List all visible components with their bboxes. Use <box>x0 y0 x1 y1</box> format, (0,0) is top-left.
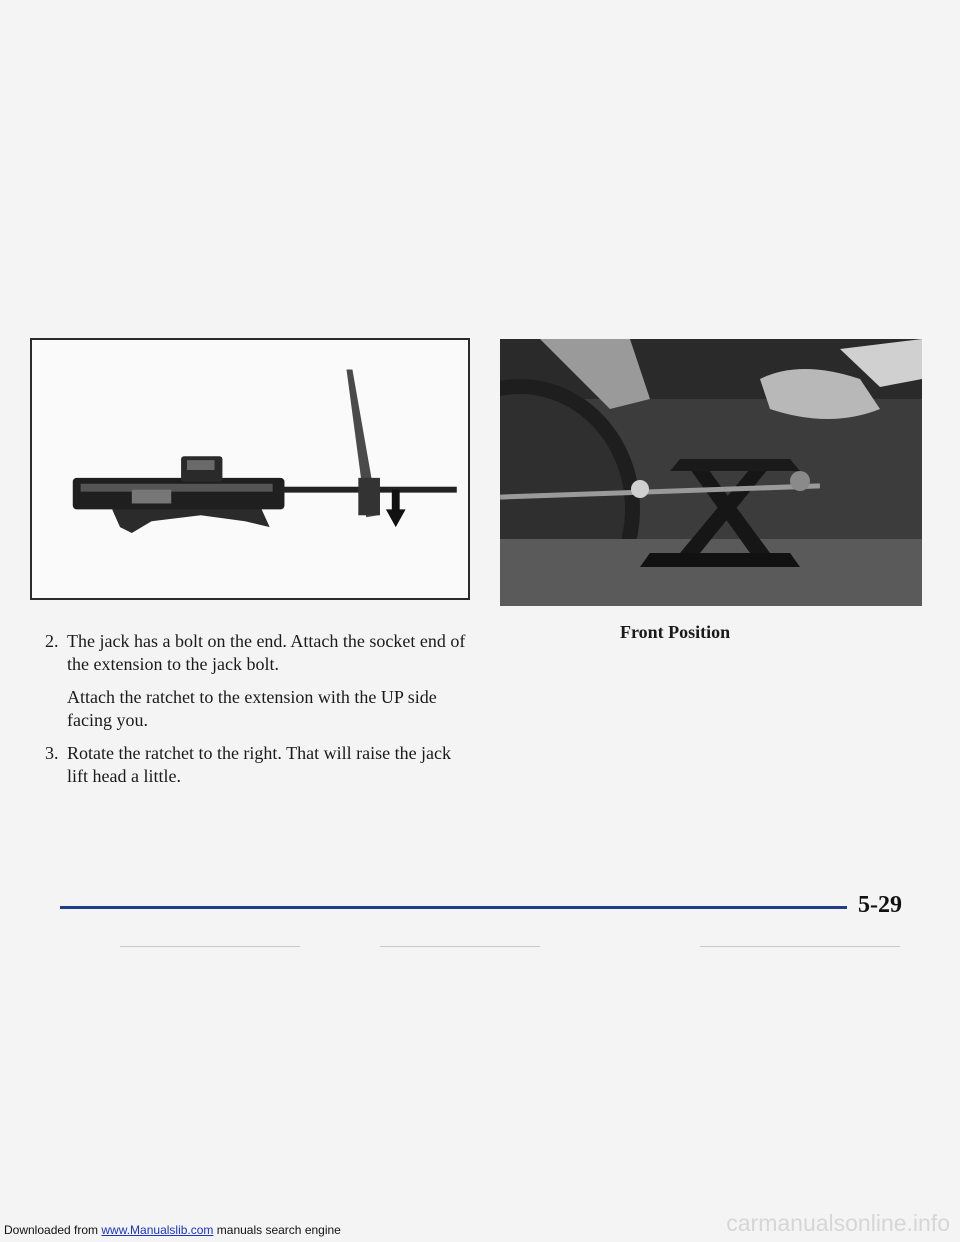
faint-divider <box>700 946 900 947</box>
footer-prefix: Downloaded from <box>4 1223 102 1237</box>
watermark: carmanualsonline.info <box>726 1210 950 1236</box>
scissor-jack-drawing <box>500 339 922 606</box>
step-3 <box>45 742 475 788</box>
manualslib-link[interactable]: www.Manualslib.com <box>101 1223 214 1237</box>
step-paragraph: Rotate the ratchet to the right. That will raise the jack lift head a little. <box>67 743 452 786</box>
page-number: 5-29 <box>858 892 902 918</box>
figure-caption: Front Position <box>620 622 731 642</box>
footer-suffix: manuals search engine <box>213 1223 341 1237</box>
step-2 <box>45 630 475 732</box>
faint-divider <box>120 946 300 947</box>
step-number: 2. <box>45 631 59 651</box>
step-number: 3. <box>45 743 59 763</box>
faint-divider <box>380 946 540 947</box>
jack-ratchet-drawing <box>32 340 468 598</box>
step-paragraph: Attach the ratchet to the extension with the UP side facing you. <box>67 687 437 730</box>
step-paragraph: The jack has a bolt on the end. Attach the socket end of the extension to the jack bolt. <box>67 631 466 674</box>
download-footer <box>4 1223 341 1237</box>
front-position-photo <box>500 339 922 606</box>
instruction-steps <box>45 630 475 798</box>
section-rule <box>60 906 847 909</box>
jack-ratchet-illustration <box>30 338 470 600</box>
